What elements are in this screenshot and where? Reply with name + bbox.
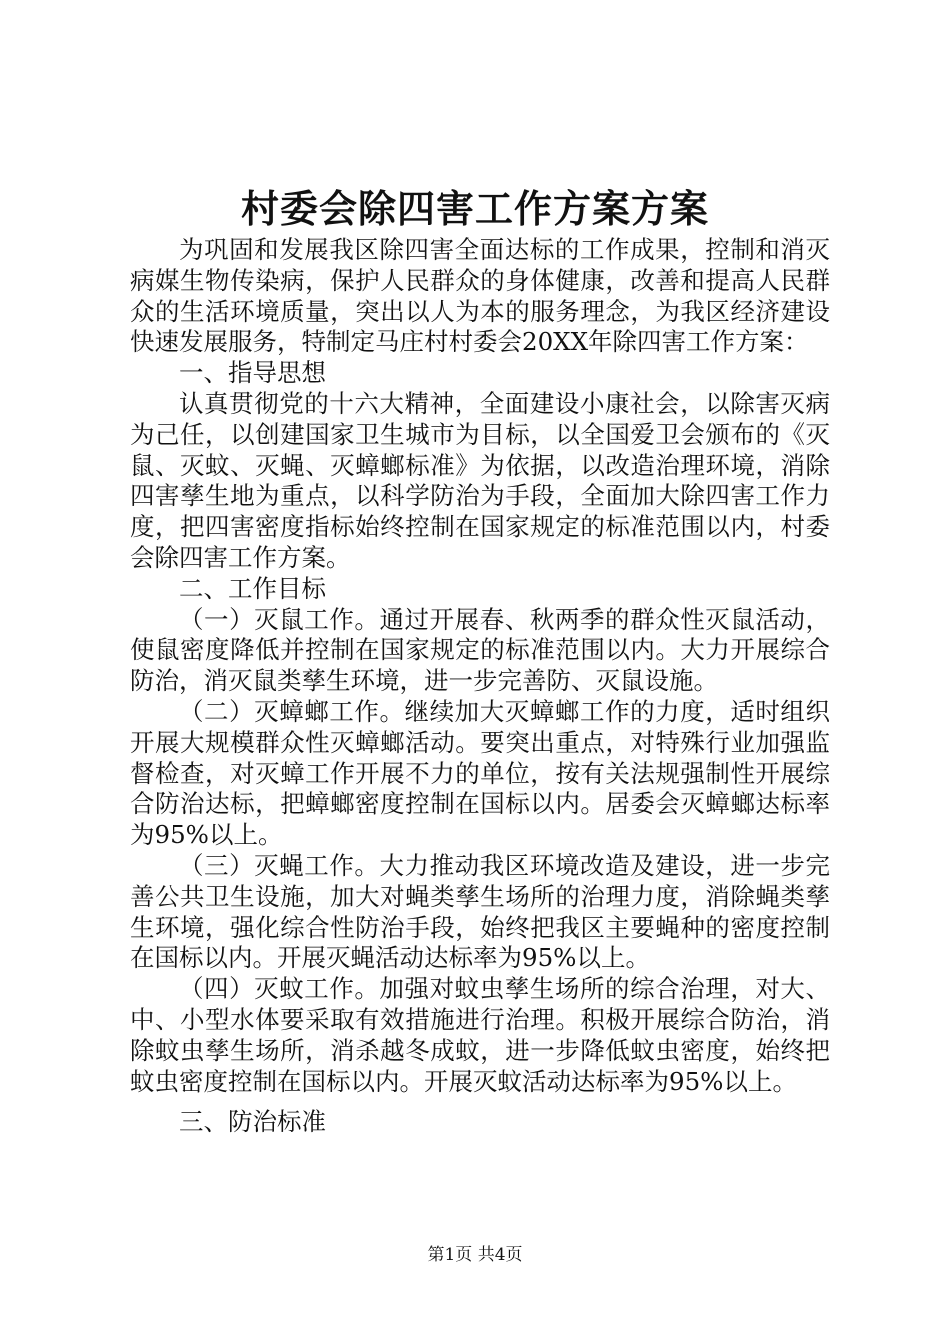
document-body <box>130 235 830 1138</box>
goal-item-rodent-control: （一）灭鼠工作。通过开展春、秋两季的群众性灭鼠活动，使鼠密度降低并控制在国家规定的标准范围以内。大力开展综合防治，消灭鼠类孳生环境，进一步完善防、灭鼠设施。 <box>130 604 830 696</box>
page-footer: 第1页 共4页 <box>427 1245 523 1265</box>
goal-item-cockroach-control: （二）灭蟑螂工作。继续加大灭蟑螂工作的力度，适时组织开展大规模群众性灭蟑螂活动。要突出重点，对特殊行业加强监督检查，对灭蟑工作开展不力的单位，按有关法规强制性开展综合防治达标，把蟑螂密度控制在国标以内。居委会灭蟑螂达标率为95%以上。 <box>130 696 830 850</box>
guiding-ideology-paragraph: 认真贯彻党的十六大精神，全面建设小康社会，以除害灭病为己任，以创建国家卫生城市为目标，以全国爱卫会颁布的《灭鼠、灭蚊、灭蝇、灭蟑螂标准》为依据，以改造治理环境，消除四害孳生地为重点，以科学防治为手段，全面加大除四害工作力度，把四害密度指标始终控制在国家规定的标准范围以内，村委会除四害工作方案。 <box>130 388 830 572</box>
section-heading-work-goals: 二、工作目标 <box>179 573 326 603</box>
document-title: 村委会除四害工作方案方案 <box>240 186 709 231</box>
section-heading-prevention-standards: 三、防治标准 <box>179 1107 326 1137</box>
section-heading-guiding-ideology: 一、指导思想 <box>179 358 326 388</box>
goal-item-fly-control: （三）灭蝇工作。大力推动我区环境改造及建设，进一步完善公共卫生设施，加大对蝇类孳生场所的治理力度，消除蝇类孳生环境，强化综合性防治手段，始终把我区主要蝇种的密度控制在国标以内。开展灭蝇活动达标率为95%以上。 <box>130 850 830 973</box>
intro-paragraph: 为巩固和发展我区除四害全面达标的工作成果，控制和消灭病媒生物传染病，保护人民群众的身体健康，改善和提高人民群众的生活环境质量，突出以人为本的服务理念，为我区经济建设快速发展服务，特制定马庄村村委会20XX年除四害工作方案： <box>130 235 830 357</box>
goal-item-mosquito-control: （四）灭蚊工作。加强对蚊虫孳生场所的综合治理，对大、中、小型水体要采取有效措施进行治理。积极开展综合防治，消除蚊虫孳生场所，消杀越冬成蚊，进一步降低蚊虫密度，始终把蚊虫密度控制在国标以内。开展灭蚊活动达标率为95%以上。 <box>130 974 830 1096</box>
